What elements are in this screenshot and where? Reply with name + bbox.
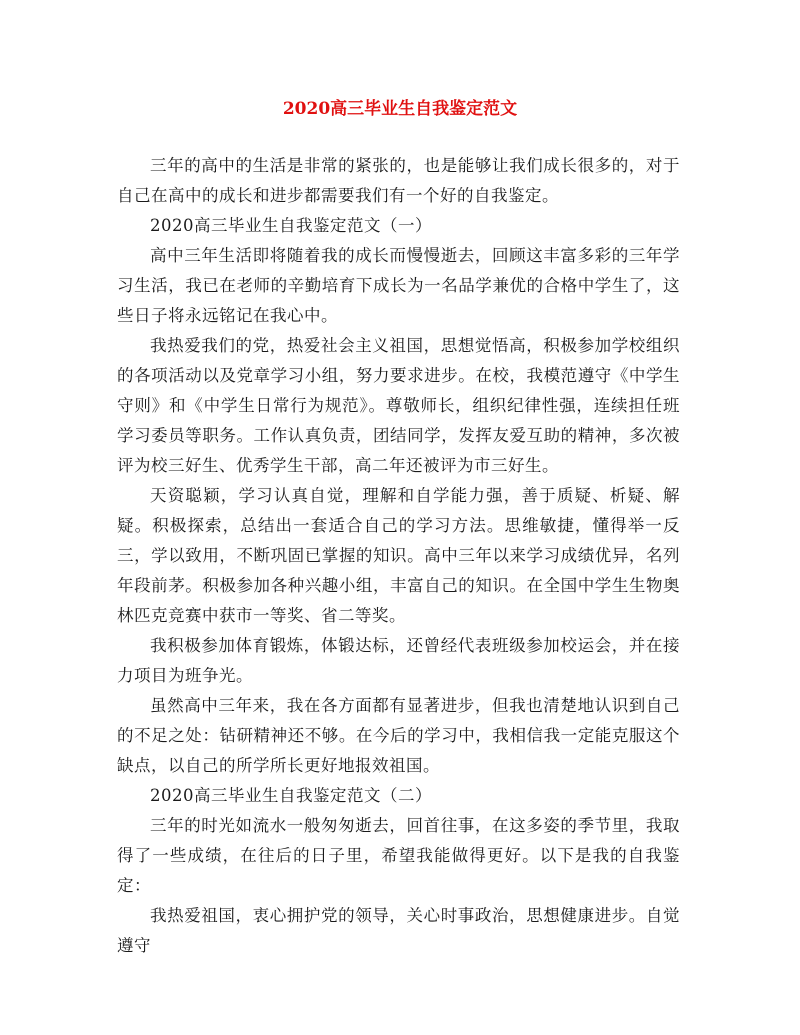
- body-paragraph: 我积极参加体育锻炼，体锻达标，还曾经代表班级参加校运会，并在接力项目为班争光。: [117, 636, 680, 685]
- section-heading-2: 2020高三毕业生自我鉴定范文（二）: [150, 786, 432, 805]
- body-paragraph: 高中三年生活即将随着我的成长而慢慢逝去，回顾这丰富多彩的三年学习生活，我已在老师的辛勤培育下成长为一名品学兼优的合格中学生了，这些日子将永远铭记在我心中。: [117, 246, 680, 325]
- body-paragraph: 天资聪颖，学习认真自觉，理解和自学能力强，善于质疑、析疑、解疑。积极探索，总结出一套适合自己的学习方法。思维敏捷，懂得举一反三，学以致用，不断巩固已掌握的知识。高中三年以来学习成绩优异，名列年段前茅。积极参加各种兴趣小组，丰富自己的知识。在全国中学生生物奥林匹克竞赛中获市一等奖、省二等奖。: [117, 486, 680, 625]
- body-paragraph: 三年的时光如流水一般匆匆逝去，回首往事，在这多姿的季节里，我取得了一些成绩，在往后的日子里，希望我能做得更好。以下是我的自我鉴定：: [117, 816, 680, 895]
- body-paragraph: 我热爱我们的党，热爱社会主义祖国，思想觉悟高，积极参加学校组织的各项活动以及党章学习小组，努力要求进步。在校，我模范遵守《中学生守则》和《中学生日常行为规范》。尊敬师长，组织纪律性强，连续担任班学习委员等职务。工作认真负责，团结同学，发挥友爱互助的精神，多次被评为校三好生、优秀学生干部，高二年还被评为市三好生。: [117, 336, 680, 475]
- body-paragraph: 虽然高中三年来，我在各方面都有显著进步，但我也清楚地认识到自己的不足之处：钻研精神还不够。在今后的学习中，我相信我一定能克服这个缺点，以自己的所学所长更好地报效祖国。: [117, 696, 680, 775]
- section-heading-1: 2020高三毕业生自我鉴定范文（一）: [150, 216, 432, 235]
- document-body: [117, 151, 680, 961]
- body-paragraph: 我热爱祖国，衷心拥护党的领导，关心时事政治，思想健康进步。自觉遵守: [117, 906, 680, 955]
- document-title: 2020高三毕业生自我鉴定范文: [282, 99, 518, 119]
- intro-paragraph: 三年的高中的生活是非常的紧张的，也是能够让我们成长很多的，对于自己在高中的成长和进步都需要我们有一个好的自我鉴定。: [117, 156, 680, 205]
